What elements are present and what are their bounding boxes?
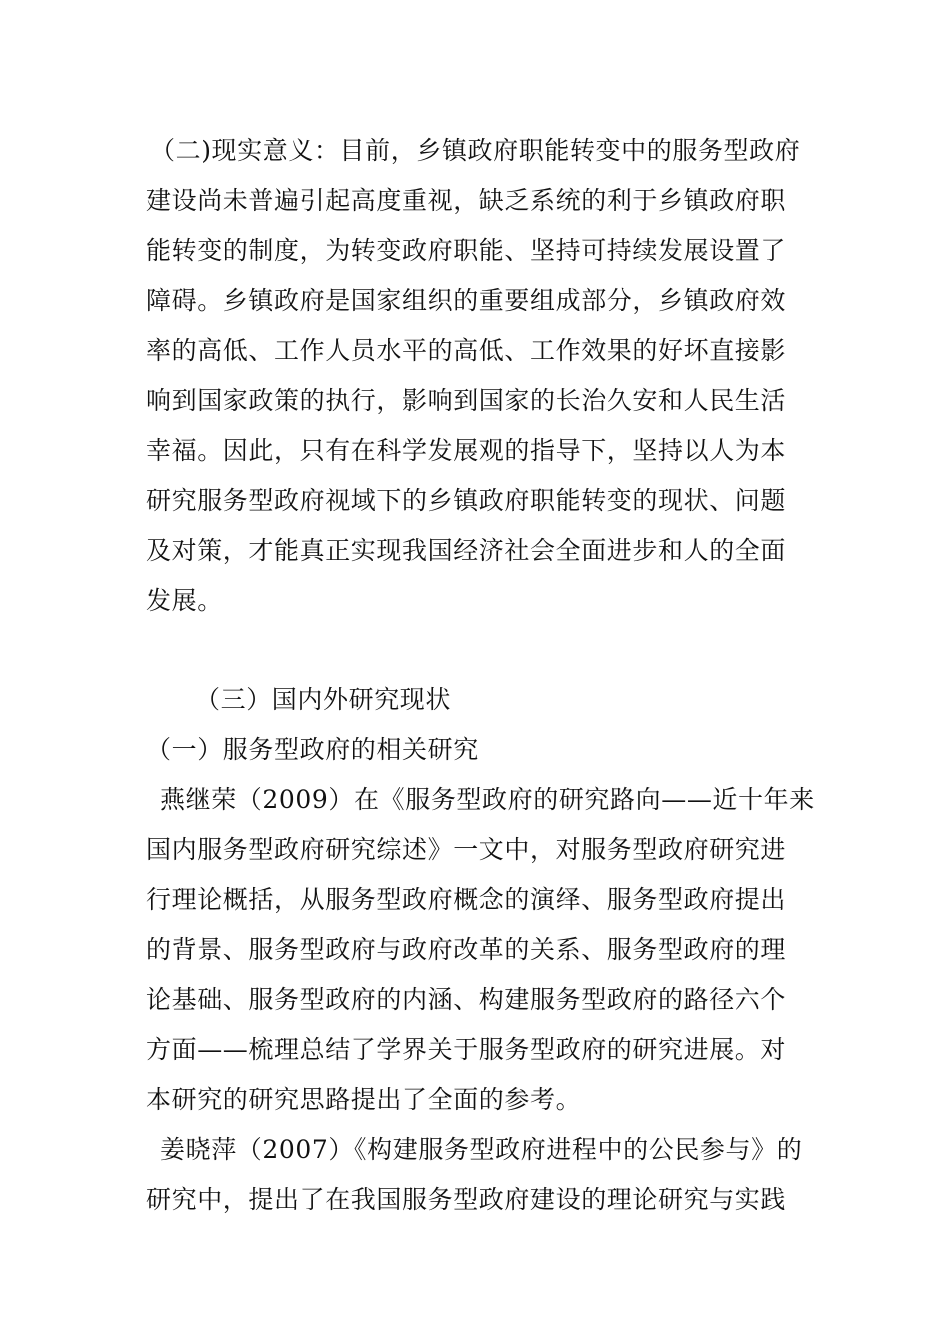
paragraph-line: 研究中，提出了在我国服务型政府建设的理论研究与实践	[146, 1185, 787, 1214]
paragraph-line: 论基础、服务型政府的内涵、构建服务型政府的路径六个	[146, 985, 787, 1014]
paragraph-line: 燕继荣（2009）在《服务型政府的研究路向——近十年来	[160, 785, 815, 814]
paragraph-line: 响到国家政策的执行，影响到国家的长治久安和人民生活	[146, 386, 787, 415]
paragraph-line: 能转变的制度，为转变政府职能、坚持可持续发展设置了	[146, 236, 787, 265]
paragraph-line: 本研究的研究思路提出了全面的参考。	[146, 1085, 582, 1114]
subsection-heading: （一）服务型政府的相关研究	[146, 735, 479, 764]
paragraph-line: 行理论概括，从服务型政府概念的演绎、服务型政府提出	[146, 885, 787, 914]
paragraph-line: 障碍。乡镇政府是国家组织的重要组成部分，乡镇政府效	[146, 286, 787, 315]
section-heading: （三）国内外研究现状	[195, 685, 452, 714]
paragraph-line: 的背景、服务型政府与政府改革的关系、服务型政府的理	[146, 935, 787, 964]
paragraph-line: 国内服务型政府研究综述》一文中，对服务型政府研究进	[146, 835, 787, 864]
paragraph-line: 姜晓萍（2007）《构建服务型政府进程中的公民参与》的	[160, 1135, 803, 1164]
paragraph-line: 及对策，才能真正实现我国经济社会全面进步和人的全面	[146, 536, 787, 565]
paragraph-line: （二)现实意义：目前，乡镇政府职能转变中的服务型政府	[150, 136, 801, 165]
paragraph-line: 幸福。因此，只有在科学发展观的指导下，坚持以人为本	[146, 436, 787, 465]
paragraph-line: 研究服务型政府视域下的乡镇政府职能转变的现状、问题	[146, 486, 787, 515]
paragraph-line: 方面——梳理总结了学界关于服务型政府的研究进展。对	[146, 1035, 787, 1064]
paragraph-line: 率的高低、工作人员水平的高低、工作效果的好坏直接影	[146, 336, 787, 365]
paragraph-line: 发展。	[146, 586, 223, 615]
paragraph-line: 建设尚未普遍引起高度重视，缺乏系统的利于乡镇政府职	[146, 186, 787, 215]
